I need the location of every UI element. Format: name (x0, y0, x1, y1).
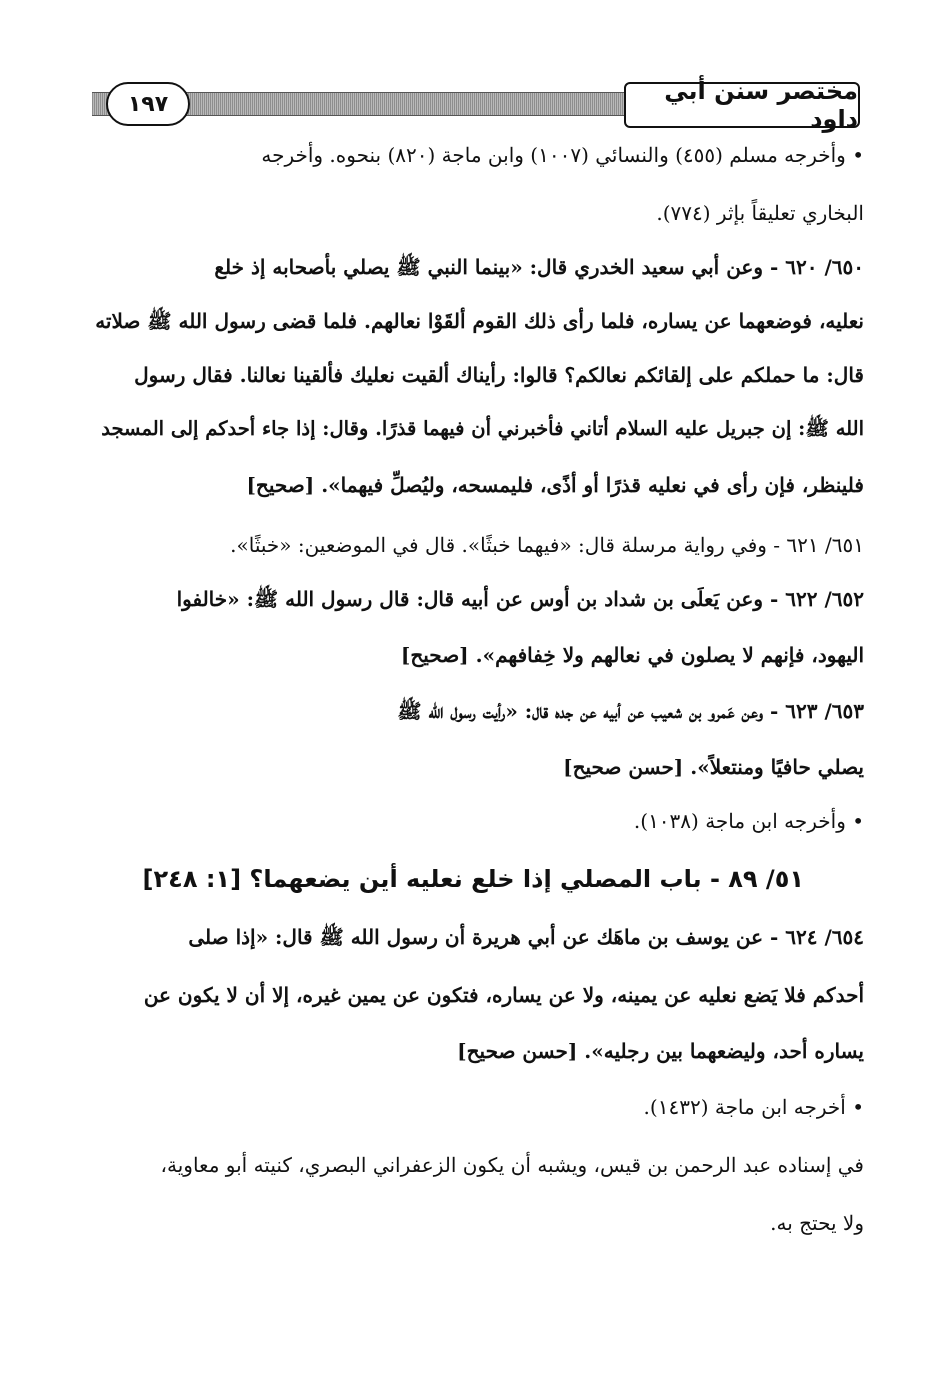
text-line: يصلي حافيًا ومنتعلاً». [حسن صحيح] (563, 755, 864, 779)
text-line: في إسناده عبد الرحمن بن قيس، ويشبه أن يكون الزعفراني البصري، كنيته أبو معاوية، (160, 1153, 864, 1177)
text-line: • أخرجه ابن ماجة (١٤٣٢). (643, 1095, 864, 1119)
page-number: ١٩٧ (106, 82, 190, 126)
hadith-650-line: ٦٥٠/ ٦٢٠ - وعن أبي سعيد الخدري قال: «بينما النبي ﷺ يصلي بأصحابه إذ خلع (214, 255, 864, 279)
hadith-651-line: ٦٥١/ ٦٢١ - وفي رواية مرسلة قال: «فيهما خبثًا». قال في الموضعين: «خبثًا». (230, 533, 864, 557)
text-line: اليهود، فإنهم لا يصلون في نعالهم ولا خِفافهم». [صحيح] (400, 643, 864, 667)
text-line: نعليه، فوضعهما عن يساره، فلما رأى ذلك القوم ألقَوْا نعالهم. فلما قضى رسول الله ﷺ صلاته (95, 309, 864, 333)
text-line: فلينظر، فإن رأى في نعليه قذرًا أو أذًى، فليمسحه، وليُصلِّ فيهما». [صحيح] (246, 473, 864, 497)
text-line: قال: ما حملكم على إلقائكم نعالكم؟ قالوا: رأيناك ألقيت نعليك فألقينا نعالنا. فقال رسول (134, 363, 864, 387)
text-line: • وأخرجه ابن ماجة (١٠٣٨). (633, 809, 864, 833)
hadith-653-line: ٦٥٣/ ٦٢٣ - وعن عَمرو بن شعيب عن أبيه عن جده قال: «رأيت رسول الله ﷺ (397, 699, 864, 723)
text-line: • وأخرجه مسلم (٤٥٥) والنسائي (١٠٠٧) وابن ماجة (٨٢٠) بنحوه. وأخرجه (261, 143, 864, 167)
page-header (92, 77, 860, 133)
chapter-heading: ٥١/ ٨٩ - باب المصلي إذا خلع نعليه أين يضعهما؟ [١: ٢٤٨] (142, 865, 804, 893)
book-title: مختصر سنن أبي داود (624, 82, 860, 128)
text-line: الله ﷺ: إن جبريل عليه السلام أتاني فأخبرني أن فيهما قذرًا. وقال: إذا جاء أحدكم إلى المسجد (101, 417, 864, 440)
hadith-654-line: ٦٥٤/ ٦٢٤ - عن يوسف بن ماهَك عن أبي هريرة أن رسول الله ﷺ قال: «إذا صلى (188, 925, 864, 949)
text-line: ولا يحتج به. (770, 1211, 864, 1235)
text-line: البخاري تعليقاً بإثر (٧٧٤). (656, 201, 864, 225)
text-line: يساره أحد، وليضعهما بين رجليه». [حسن صحيح] (457, 1039, 864, 1063)
text-line: أحدكم فلا يَضع نعليه عن يمينه، ولا عن يساره، فتكون عن يمين غيره، إلا أن لا يكون عن (143, 983, 864, 1007)
hadith-652-line: ٦٥٢/ ٦٢٢ - وعن يَعلَى بن شداد بن أوس عن أبيه قال: قال رسول الله ﷺ: «خالفوا (176, 587, 864, 611)
